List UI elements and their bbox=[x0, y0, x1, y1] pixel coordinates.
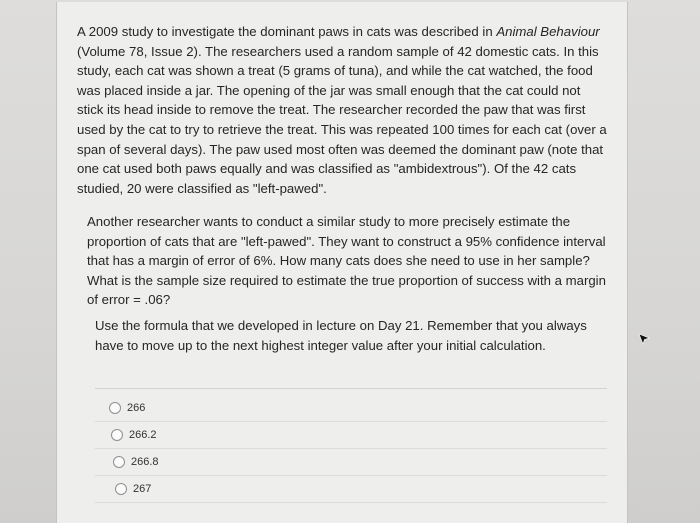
answers-divider bbox=[95, 388, 607, 389]
answer-options bbox=[95, 388, 607, 503]
answer-option-266-8[interactable] bbox=[95, 449, 607, 476]
study-text-end: (Volume 78, Issue 2). The researchers used a random sample of 42 domestic cats. In this study, each cat was shown a treat (5 grams of tuna), and while the cat watched, the food was placed inside a jar. The opening of the jar was small enough that the cat could not stick its head inside to remove the treat. The researcher recorded the paw that was first used by the cat to try to retrieve the treat. This was repeated 100 times for each cat (over a span of several days). The paw used most often was deemed the dominant paw (note that one cat used both paws equally and was classified as "ambidextrous"). Of the 42 cats studied, 20 were classified as "left-pawed". bbox=[77, 43, 607, 196]
question-card bbox=[56, 2, 628, 523]
question-paragraph-prompt: Another researcher wants to conduct a similar study to more precisely estimate the proportion of cats that are "left-pawed". They want to construct a 95% confidence interval that has a margin of error of 6%. How many cats does she need to use in her sample? What is the sample size required to estimate the true proportion of success with a margin of error = .06? bbox=[87, 214, 606, 308]
journal-title: Animal Behaviour bbox=[496, 24, 600, 39]
answer-option-label: 266.8 bbox=[131, 456, 159, 468]
answer-option-label: 266 bbox=[127, 402, 146, 414]
question-paragraph-instructions: Use the formula that we developed in lecture on Day 21. Remember that you always have to move up to the next highest integer value after your initial calculation. bbox=[95, 318, 587, 353]
radio-button-icon[interactable] bbox=[113, 456, 125, 468]
mouse-pointer-icon bbox=[638, 333, 650, 345]
question-paragraph-study bbox=[77, 22, 609, 198]
answer-option-266[interactable] bbox=[95, 395, 607, 422]
answer-option-266-2[interactable] bbox=[95, 422, 607, 449]
answer-option-267[interactable] bbox=[95, 476, 607, 503]
radio-button-icon[interactable] bbox=[109, 402, 121, 414]
radio-button-icon[interactable] bbox=[111, 429, 123, 441]
study-text-start: A 2009 study to investigate the dominant paws in cats was described in bbox=[77, 24, 497, 39]
radio-button-icon[interactable] bbox=[115, 483, 127, 495]
answer-option-label: 266.2 bbox=[129, 429, 157, 441]
answer-option-label: 267 bbox=[133, 483, 152, 495]
